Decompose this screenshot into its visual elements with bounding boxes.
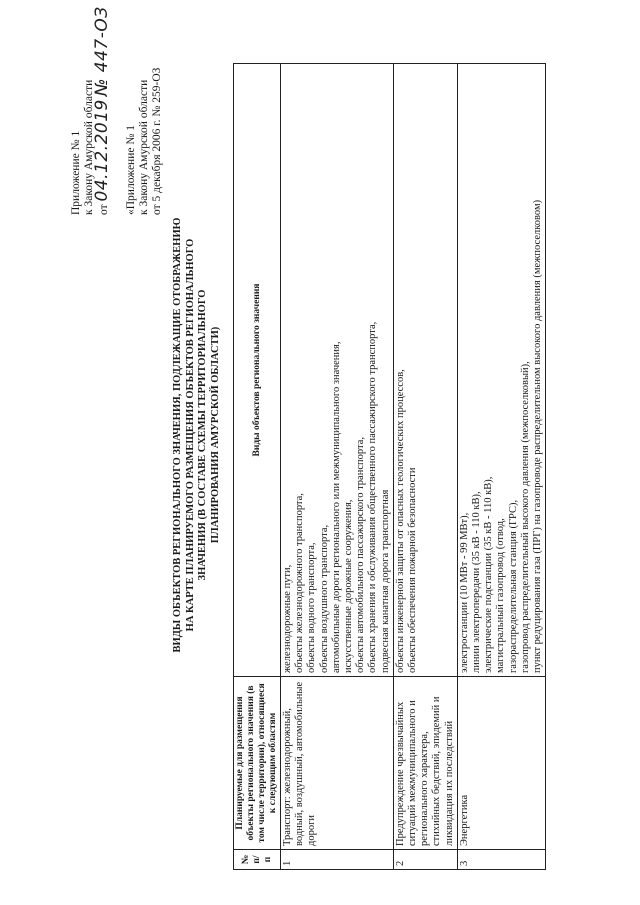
objects-table [233, 64, 546, 870]
kind-item: пункт редуцирования газа (ПРГ) на газопроводе распределительном высокого давления (межпоселковом) [532, 199, 544, 673]
row-number: 1 [281, 850, 394, 870]
heading-line: НА КАРТЕ ПЛАНИРУЕМОГО РАЗМЕЩЕНИЯ ОБЪЕКТОВ РЕГИОНАЛЬНОГО [184, 238, 196, 632]
row-kinds [457, 64, 545, 677]
kind-item: объекты водного транспорта, [306, 542, 318, 673]
kind-item: магистральный газопровод (отвод, [495, 518, 507, 673]
date-prefix: от [98, 204, 110, 215]
kind-item: объекты воздушного транспорта, [318, 524, 330, 673]
appendix-date-line [92, 6, 112, 215]
kind-item: объекты автомобильного пассажирского транспорта, [355, 437, 367, 673]
row-number: 2 [393, 850, 457, 870]
header-number: № п/п [234, 850, 281, 870]
kind-item: линии электропередачи (35 кВ - 110 кВ), [471, 491, 483, 673]
kind-item: электростанции (10 МВт - 99 МВт), [458, 512, 470, 673]
kind-item: электрические подстанции (35 кВ - 110 кВ), [483, 476, 495, 673]
prior-law-date: от 5 декабря 2006 г. № 259-ОЗ [151, 67, 163, 215]
handwritten-number: № 447-ОЗ [92, 6, 112, 97]
appendix-title: Приложение № 1 [70, 130, 82, 215]
kind-item: газораспределительная станция (ГРС), [507, 499, 519, 673]
table-header-row [234, 64, 281, 870]
kind-item: железнодорожные пути, [282, 564, 293, 673]
heading-line: ПЛАНИРОВАНИЯ АМУРСКОЙ ОБЛАСТИ) [209, 326, 221, 544]
heading-line: ЗНАЧЕНИЯ (В СОСТАВЕ СХЕМЫ ТЕРРИТОРИАЛЬНОГО [197, 289, 208, 581]
row-kinds [393, 64, 457, 677]
row-area: Энергетика [457, 677, 545, 850]
header-kinds: Виды объектов регионального значения [234, 64, 281, 677]
row-kinds [281, 64, 394, 677]
row-area: Предупреждение чрезвычайных ситуаций межмуниципального и регионального характера, стихийных бедствий, эпидемий и ликвидация их последствий [393, 677, 457, 850]
row-area: Транспорт: железнодорожный, водный, воздушный, автомобильные дороги [281, 677, 394, 850]
prior-law-reference: к Закону Амурской области [138, 79, 150, 215]
handwritten-date: 04.12.2019 [92, 99, 112, 202]
header-area: Планируемые для размещения объекты регионального значения (в том числе территории), относящиеся к следующим областям [234, 677, 281, 850]
heading-line: ВИДЫ ОБЪЕКТОВ РЕГИОНАЛЬНОГО ЗНАЧЕНИЯ, ПОДЛЕЖАЩИЕ ОТОБРАЖЕНИЮ [172, 217, 183, 653]
appendix-law-reference: к Закону Амурской области [83, 79, 95, 215]
table-row [457, 64, 545, 870]
kind-item: объекты инженерной защиты от опасных геологических процессов, [394, 369, 406, 673]
kind-item: объекты обеспечения пожарной безопасности [407, 467, 419, 673]
appendix-note [70, 6, 164, 215]
table-row [281, 64, 394, 870]
kind-item: газопровод распределительный высокого давления (межпоселковый), [519, 361, 531, 673]
kind-item: объекты железнодорожного транспорта, [294, 493, 306, 673]
kind-item: подвесная канатная дорога транспортная [379, 489, 391, 673]
table-row [393, 64, 457, 870]
kind-item: автомобильные дороги регионального или межмуниципального значения, [330, 341, 342, 673]
kind-item: искусственные дорожные сооружения, [343, 499, 355, 673]
document-heading [172, 215, 222, 655]
kind-item: объекты хранения и обслуживания общественного пассажирского транспорта, [367, 321, 379, 673]
row-number: 3 [457, 850, 545, 870]
prior-appendix-title: «Приложение № 1 [125, 125, 137, 215]
